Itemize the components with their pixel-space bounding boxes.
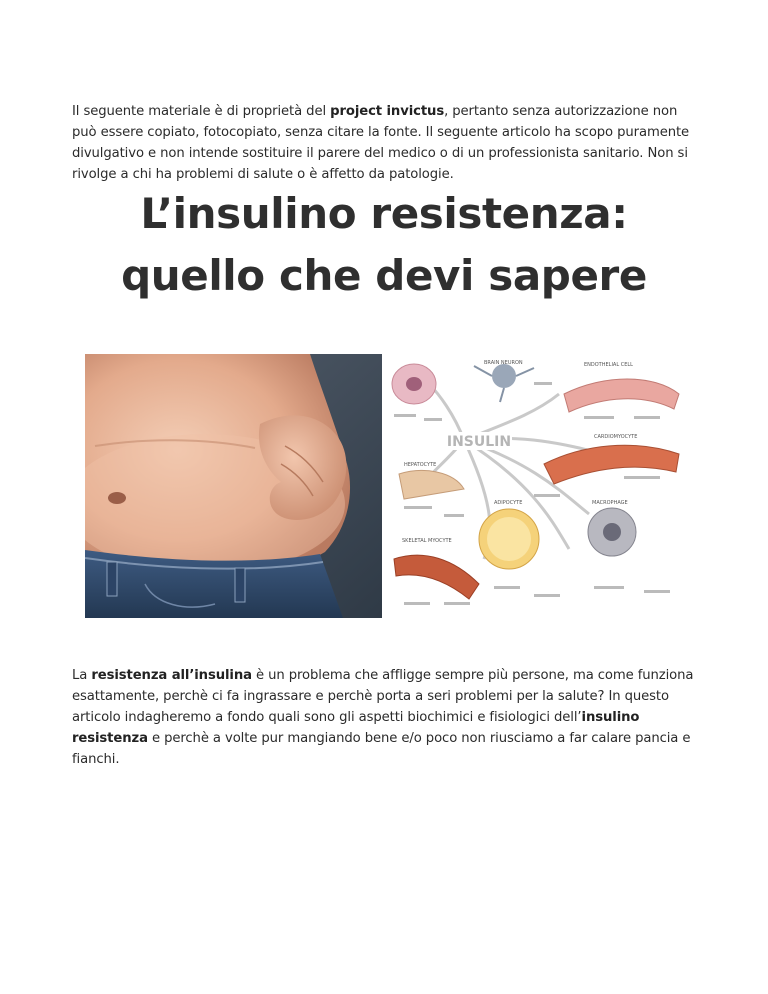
intro-text-1: La	[72, 668, 92, 684]
label-adipocyte: ADIPOCYTE	[494, 500, 523, 506]
disclaimer-paragraph	[72, 101, 700, 185]
label-hepatocyte: HEPATOCYTE	[404, 462, 437, 468]
intro-paragraph	[72, 665, 700, 770]
label-skeletal-myocyte: SKELETAL MYOCYTE	[402, 538, 452, 544]
belly-photo	[85, 354, 382, 618]
article-title	[0, 183, 768, 307]
label-macrophage: MACROPHAGE	[592, 500, 628, 506]
insulin-diagram-image	[384, 354, 684, 618]
intro-bold-1: resistenza all’insulina	[91, 668, 252, 684]
label-cardiomyocyte: CARDIOMYOCYTE	[594, 434, 638, 440]
brand-name: project invictus	[330, 104, 445, 120]
disclaimer-text-2: , pertanto senza autorizzazione non può essere copiato, fotocopiato, senza citare la fonte. Il seguente articolo ha scopo puramente divulgativo e non intende sostituire il parere del medico o di un professionista sanitario. Non si rivolge a chi ha problemi di salute o è affetto da patologie.	[72, 104, 690, 183]
diagram-center-label: INSULIN	[446, 434, 512, 450]
intro-text-3: e perchè a volte pur mangiando bene e/o poco non riusciamo a far calare pancia e fianchi.	[72, 731, 691, 768]
belly-photo-image	[85, 354, 382, 618]
label-brain-neuron: BRAIN NEURON	[484, 360, 523, 366]
insulin-pathways-diagram	[384, 354, 684, 618]
disclaimer-text-1: Il seguente materiale è di proprietà del	[72, 104, 331, 120]
intro-text-2: è un problema che affligge sempre più persone, ma come funziona esattamente, perchè ci fa ingrassare e perchè porta a seri problemi per la salute? In questo articolo indagheremo a fondo quali sono gli aspetti biochimici e fisiologici dell’	[72, 668, 694, 726]
label-endothelial-cell: ENDOTHELIAL CELL	[584, 362, 633, 368]
title-line-2: quello che devi sapere	[121, 251, 647, 300]
title-line-1: L’insulino resistenza:	[140, 189, 628, 238]
intro-bold-2: insulino resistenza	[72, 710, 640, 747]
